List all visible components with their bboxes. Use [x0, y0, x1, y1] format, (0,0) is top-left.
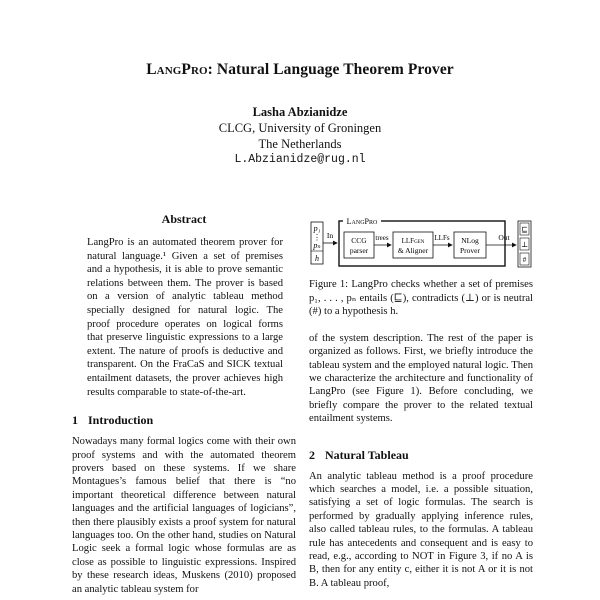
section-heading-natural-tableau — [309, 448, 533, 463]
ccg-line-2: parser — [349, 246, 369, 255]
right-column — [309, 212, 533, 590]
figure-1 — [309, 216, 533, 272]
abstract-heading: Abstract — [161, 212, 207, 226]
llfs-label: LLFs — [434, 234, 450, 242]
right-column-text: of the system description. The rest of the paper is organized as follows. First, we briefly introduce the tableau system and the employed natural logic. Then we characterize the architecture and functionality of LangPro (see Figure 1). Before concluding, we briefly compare the prover to the related textual entailment systems. — [309, 332, 533, 425]
out-label: Out — [498, 233, 510, 242]
in-label: In — [326, 231, 334, 240]
affiliation-line-1: CLCG, University of Groningen — [218, 121, 382, 135]
ccg-line-1: CCG — [351, 236, 367, 245]
section-heading-introduction — [72, 413, 296, 428]
langpro-box-label: LangPro — [346, 217, 378, 226]
output-neutral: # — [522, 255, 527, 264]
paper-title — [0, 61, 600, 79]
title-system-name: LangPro — [146, 61, 208, 78]
left-column — [72, 212, 296, 596]
premise-pn: pₙ — [313, 241, 321, 250]
abstract-text: LangPro is an automated theorem prover for natural language.¹ Given a set of premises and a hypothesis, it is able to prove semantic relations between them. The prover is based on a version of analytic tableau method specially designed for natural logic. The proof procedure operates on logical forms that preserve linguistic expressions to a large extent. The nature of proofs is deductive and transparent. On the FraCaS and SICK textual entailment datasets, the prover achieves high results comparable to state-of-the-art. — [87, 237, 283, 398]
llfgen-line-1: LLFgen — [401, 237, 425, 245]
trees-label: trees — [375, 234, 389, 242]
section-title: Introduction — [88, 413, 154, 428]
affiliation-line-2: The Netherlands — [258, 137, 342, 151]
nlog-line-2: Prover — [460, 246, 480, 255]
natural-tableau-text: An analytic tableau method is a proof procedure which searches a model, i.e. a possible situation, satisfying a set of logic formulas. The search is performed by gradually applying inference rules, also called tableau rules, to the formulas. A tableau rule has antecedents and consequent and is easy to read, e.g., according to NOT in Figure 3, if no A is B, then for any entity c, either it is not A or it is not B. A tableau proof, — [309, 470, 533, 589]
author-name: Lasha Abzianidze — [252, 105, 348, 119]
premise-dots: ⋮ — [313, 233, 321, 242]
section-number: 1 — [72, 413, 78, 428]
title-rest: : Natural Language Theorem Prover — [207, 61, 454, 78]
introduction-text: Nowadays many formal logics come with their own proof systems and with the automated theorem provers based on these systems. If we share Montagues’s famous belief that there is “no important theoretical difference between natural languages and the artificial languages of logicians”, then there plausibly exists a proof system for natural languages too. On the other hand, studies on Natural Logic seek a formal logic whose formulas are as close as possible to linguistic expressions. Inspired by these research ideas, Muskens (2010) proposed an analytic tableau system for — [72, 436, 296, 595]
section-title: Natural Tableau — [325, 447, 409, 462]
output-entail: ⊑ — [521, 225, 528, 234]
author-block — [0, 104, 600, 168]
author-email: L.Abzianidze@rug.nl — [234, 153, 366, 166]
hypothesis: h — [315, 254, 319, 263]
pipeline-diagram — [309, 216, 533, 272]
llfgen-line-2: & Aligner — [397, 246, 429, 255]
nlog-line-1: NLog — [461, 236, 479, 245]
figure-caption: Figure 1: LangPro checks whether a set of premises p₁, . . . , pₙ entails (⊑), contradicts (⊥) or is neutral (#) to a hypothesis h. — [309, 279, 533, 318]
premise-p1: p₁ — [313, 224, 321, 233]
output-contradict: ⊥ — [520, 240, 529, 249]
section-number: 2 — [309, 447, 315, 462]
